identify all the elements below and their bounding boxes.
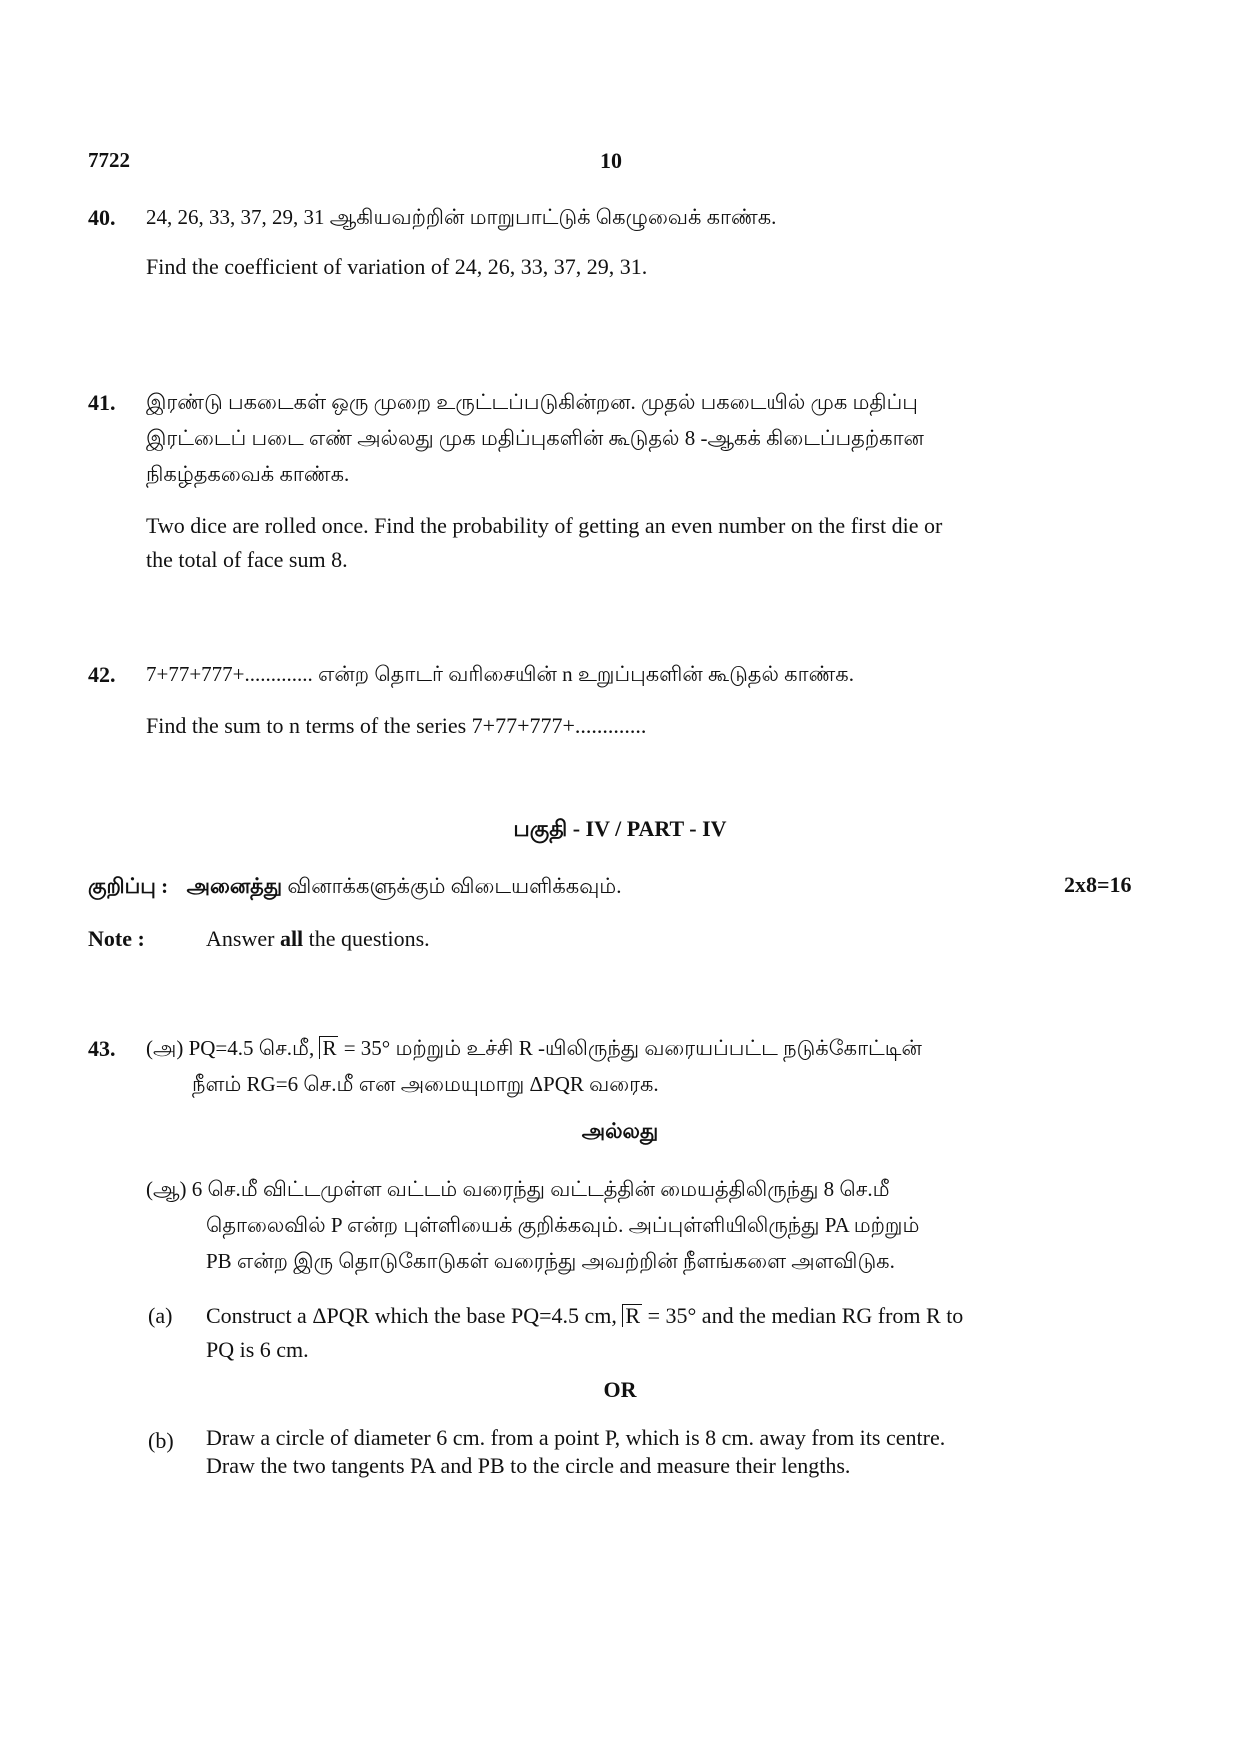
note-label-english: Note : bbox=[88, 926, 145, 951]
q41-english-line-2: the total of face sum 8. bbox=[146, 547, 348, 572]
q42-english: Find the sum to n terms of the series 7+77+777+............. bbox=[146, 713, 647, 738]
q43-a-english-post: = 35° and the median RG from R to bbox=[647, 1303, 964, 1328]
note-label-tamil: குறிப்பு : bbox=[88, 874, 169, 898]
q43-b-english-line-2: Draw the two tangents PA and PB to the circle and measure their lengths. bbox=[206, 1453, 851, 1478]
note-english-bold: all bbox=[279, 926, 304, 951]
q43-a-tamil-line-1 bbox=[146, 1031, 922, 1065]
q43-a-english-line-2: PQ is 6 cm. bbox=[206, 1337, 309, 1362]
note-bold-tamil: அனைத்து bbox=[186, 874, 283, 898]
q41-tamil-line-3: நிகழ்தகவைக் காண்க. bbox=[146, 462, 350, 486]
question-number-42: 42. bbox=[88, 662, 116, 687]
or-english: OR bbox=[603, 1377, 637, 1402]
q43-b-english-label: (b) bbox=[148, 1428, 174, 1453]
page-number: 10 bbox=[600, 148, 622, 173]
note-english bbox=[206, 922, 430, 956]
q43-b-tamil-line-2: தொலைவில் P என்ற புள்ளியைக் குறிக்கவும். அப்புள்ளியிலிருந்து PA மற்றும் bbox=[206, 1213, 920, 1237]
paper-code: 7722 bbox=[88, 148, 130, 172]
q43-b-tamil-label: (ஆ) bbox=[146, 1177, 187, 1201]
q43-a-tamil-line-2: நீளம் RG=6 செ.மீ என அமையுமாறு ΔPQR வரைக. bbox=[192, 1072, 659, 1096]
q43-a-english-pre: Construct a ΔPQR which the base PQ=4.5 cm, bbox=[206, 1303, 617, 1328]
q40-english: Find the coefficient of variation of 24, 26, 33, 37, 29, 31. bbox=[146, 254, 648, 279]
note-rest-tamil: வினாக்களுக்கும் விடையளிக்கவும். bbox=[287, 874, 622, 898]
q43-a-english-line-1 bbox=[206, 1299, 963, 1333]
q43-a-tamil-pre: PQ=4.5 செ.மீ, bbox=[188, 1036, 315, 1060]
angle-symbol: R bbox=[319, 1036, 338, 1059]
note-tamil bbox=[88, 869, 621, 903]
q43-b-tamil-line-1 bbox=[146, 1172, 890, 1206]
q43-b-english-line-1: Draw a circle of diameter 6 cm. from a point P, which is 8 cm. away from its centre. bbox=[206, 1425, 946, 1450]
part-title: பகுதி - IV / PART - IV bbox=[513, 816, 727, 841]
q41-english-line-1: Two dice are rolled once. Find the probability of getting an even number on the first die or bbox=[146, 513, 943, 538]
q41-tamil-line-2: இரட்டைப் படை எண் அல்லது முக மதிப்புகளின் கூடுதல் 8 -ஆகக் கிடைப்பதற்கான bbox=[146, 426, 924, 450]
or-tamil: அல்லது bbox=[581, 1119, 659, 1143]
q40-tamil: 24, 26, 33, 37, 29, 31 ஆகியவற்றின் மாறுபாட்டுக் கெழுவைக் காண்க. bbox=[146, 205, 777, 229]
question-number-43: 43. bbox=[88, 1036, 116, 1061]
q42-tamil: 7+77+777+............. என்ற தொடர் வரிசையின் n உறுப்புகளின் கூடுதல் காண்க. bbox=[146, 662, 854, 686]
q43-b-tamil-line-3: PB என்ற இரு தொடுகோடுகள் வரைந்து அவற்றின் நீளங்களை அளவிடுக. bbox=[206, 1249, 895, 1273]
note-english-post: the questions. bbox=[308, 926, 430, 951]
q41-tamil-line-1: இரண்டு பகடைகள் ஒரு முறை உருட்டப்படுகின்றன. முதல் பகடையில் முக மதிப்பு bbox=[146, 390, 918, 414]
marks: 2x8=16 bbox=[1064, 872, 1132, 897]
q43-b-tamil-text-1: 6 செ.மீ விட்டமுள்ள வட்டம் வரைந்து வட்டத்தின் மையத்திலிருந்து 8 செ.மீ bbox=[191, 1177, 890, 1201]
q43-a-english-label: (a) bbox=[148, 1303, 173, 1328]
question-number-40: 40. bbox=[88, 205, 116, 230]
note-english-pre: Answer bbox=[206, 926, 275, 951]
question-number-41: 41. bbox=[88, 390, 116, 415]
q43-a-tamil-post: = 35° மற்றும் உச்சி R -யிலிருந்து வரையப்பட்ட நடுக்கோட்டின் bbox=[343, 1036, 922, 1060]
angle-symbol: R bbox=[622, 1304, 642, 1327]
q43-a-tamil-label: (அ) bbox=[146, 1036, 184, 1060]
